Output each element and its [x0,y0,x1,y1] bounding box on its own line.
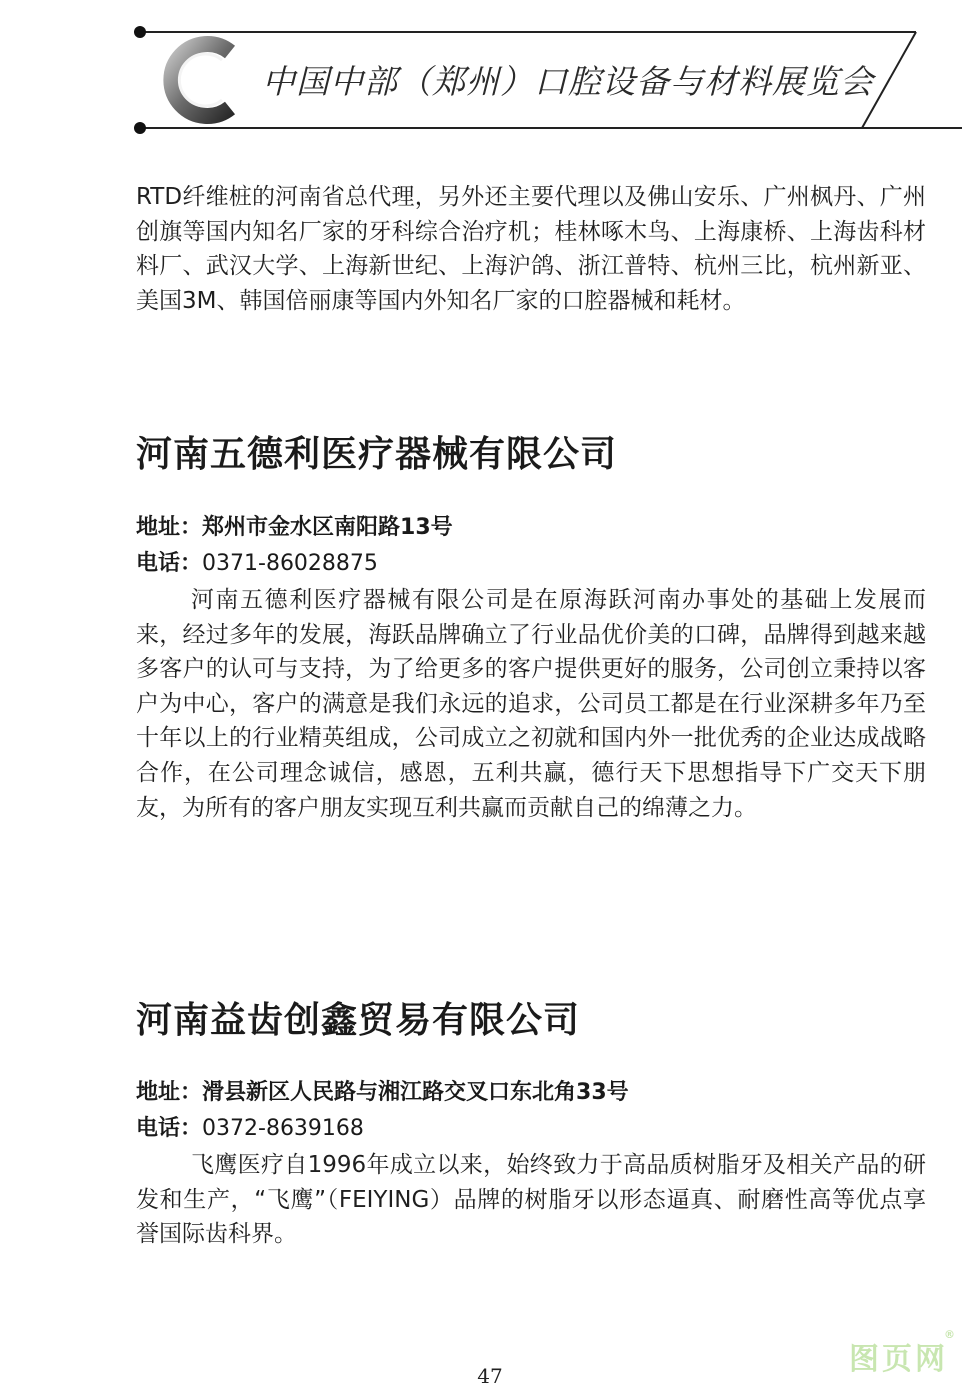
phone-line-yichi [136,1114,364,1144]
phone-value: 0371-86028875 [202,551,378,576]
page-number: 47 [477,1364,503,1388]
address-label: 地址： [136,515,203,540]
intro-paragraph: RTD纤维桩的河南省总代理，另外还主要代理以及佛山安乐、广州枫丹、广州创旗等国内知名厂家的牙科综合治疗机；桂林啄木鸟、上海康桥、上海齿科材料厂、武汉大学、上海新世纪、上海沪鸽、浙江普特、杭州三比，杭州新亚、美国3M、韩国倍丽康等国内外知名厂家的口腔器械和耗材。 [136,184,926,314]
company-description-yichi: 飞鹰医疗自1996年成立以来，始终致力于高品质树脂牙及相关产品的研发和生产，“飞鹰”（FEIYING）品牌的树脂牙以形态逼真、耐磨性高等优点享誉国际齿科界。 [136,1152,926,1248]
address-value: 郑州市金水区南阳路13号 [202,515,453,540]
registered-mark: ® [944,1328,958,1341]
c-logo-icon [171,44,230,116]
company-title-wudeli: 河南五德利医疗器械有限公司 [136,434,618,475]
address-line-wudeli [136,513,453,543]
phone-line-wudeli [136,549,378,579]
watermark-text: 图页网 [849,1342,948,1377]
page-header [0,0,980,150]
company-description-wudeli: 河南五德利医疗器械有限公司是在原海跃河南办事处的基础上发展而来，经过多年的发展，海跃品牌确立了行业品优价美的口碑，品牌得到越来越多客户的认可与支持，为了给更多的客户提供更好的服务，公司创立秉持以客户为中心，客户的满意是我们永远的追求，公司员工都是在行业深耕多年乃至十年以上的行业精英组成，公司成立之初就和国内外一批优秀的企业达成战略合作，在公司理念诚信，感恩，五利共赢，德行天下思想指导下广交天下朋友，为所有的客户朋友实现互利共赢而贡献自己的绵薄之力。 [136,587,926,821]
phone-value: 0372-8639168 [202,1116,364,1141]
company-title-yichi: 河南益齿创鑫贸易有限公司 [136,1000,581,1041]
phone-label: 电话： [136,551,203,576]
address-line-yichi [136,1078,629,1108]
phone-label: 电话： [136,1116,203,1141]
exhibition-title: 中国中部（郑州）口腔设备与材料展览会 [262,62,874,101]
address-label: 地址： [136,1080,203,1105]
address-value: 滑县新区人民路与湘江路交叉口东北角33号 [202,1080,629,1105]
watermark-logo [849,1328,962,1378]
